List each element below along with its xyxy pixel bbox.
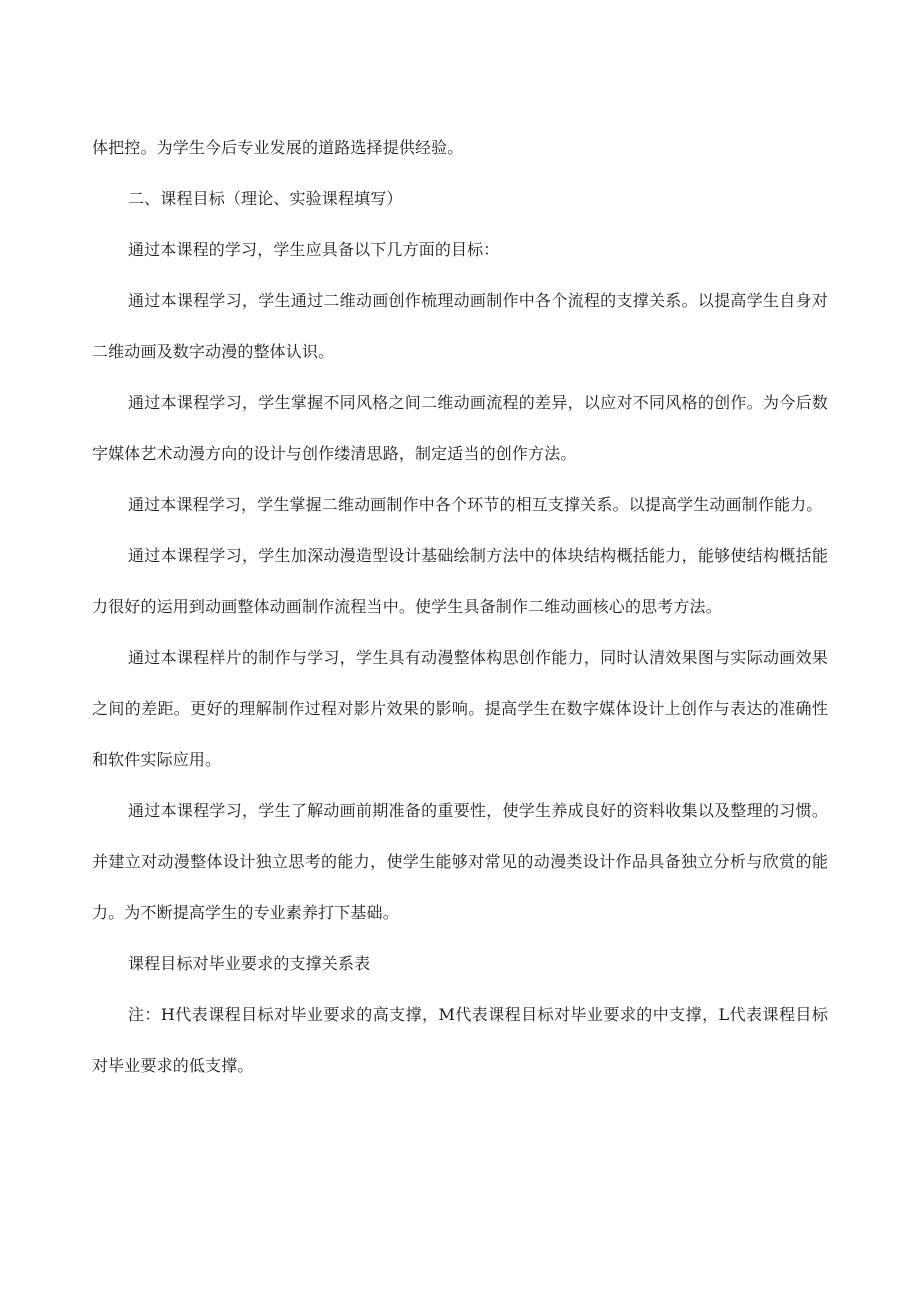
paragraph-objective-3: 通过本课程学习，学生掌握二维动画制作中各个环节的相互支撑关系。以提高学生动画制作能力。	[128, 495, 823, 514]
paragraph-objective-2: 通过本课程学习，学生掌握不同风格之间二维动画流程的差异，以应对不同风格的创作。为今后数字媒体艺术动漫方向的设计与创作缕清思路，制定适当的创作方法。	[92, 393, 828, 463]
paragraph-objective-4: 通过本课程学习，学生加深动漫造型设计基础绘制方法中的体块结构概括能力，能够使结构概括能力很好的运用到动画整体动画制作流程当中。使学生具备制作二维动画核心的思考方法。	[92, 546, 828, 616]
paragraph-objective-5: 通过本课程样片的制作与学习，学生具有动漫整体构思创作能力，同时认清效果图与实际动画效果之间的差距。更好的理解制作过程对影片效果的影响。提高学生在数字媒体设计上创作与表达的准确性和软件实际应用。	[92, 648, 828, 769]
paragraph-continuation: 体把控。为学生今后专业发展的道路选择提供经验。	[92, 138, 464, 157]
section-heading-course-objectives: 二、课程目标（理论、实验课程填写）	[128, 189, 403, 208]
paragraph-intro: 通过本课程的学习，学生应具备以下几方面的目标：	[128, 240, 500, 259]
paragraph-objective-1: 通过本课程学习，学生通过二维动画创作梳理动画制作中各个流程的支撑关系。以提高学生自身对二维动画及数字动漫的整体认识。	[92, 291, 828, 361]
paragraph-note: 注：H代表课程目标对毕业要求的高支撑，M代表课程目标对毕业要求的中支撑，L代表课程目标对毕业要求的低支撑。	[92, 1005, 828, 1075]
table-caption: 课程目标对毕业要求的支撑关系表	[128, 954, 371, 973]
paragraph-objective-6: 通过本课程学习，学生了解动画前期准备的重要性，使学生养成良好的资料收集以及整理的习惯。并建立对动漫整体设计独立思考的能力，使学生能够对常见的动漫类设计作品具备独立分析与欣赏的能力。为不断提高学生的专业素养打下基础。	[92, 801, 828, 922]
